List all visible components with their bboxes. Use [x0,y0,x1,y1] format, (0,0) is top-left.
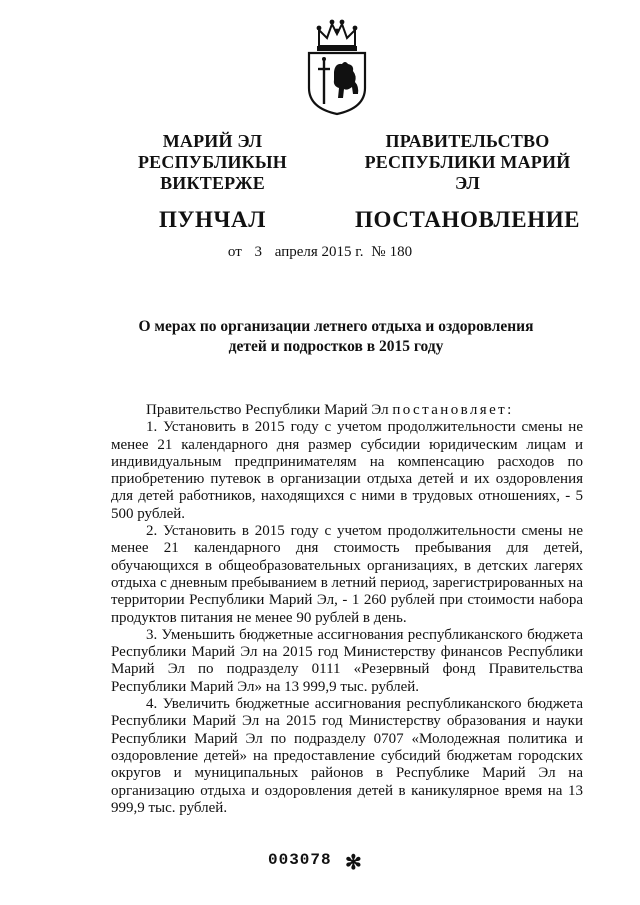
header-right [355,131,580,233]
clause-2: 2. Установить в 2015 году с учетом продолжительности смены не менее 21 календарного дня стоимость пребывания для детей, обучающихся в общеобразовательных организациях, в детских лагерях отдыха с дневным пребыванием в летний период, зарегистрированных на территории Республики Марий Эл, - 1 260 рублей при стоимости набора продуктов питания не менее 90 рублей в день. [111,523,583,626]
serial-number: 003078 [268,851,332,869]
header-left-doc-type: ПУНЧАЛ [159,207,266,232]
title-line2: детей и подростков в 2015 году [228,338,444,355]
date-day: 3 [254,244,263,260]
decree-number: 180 [389,244,413,260]
clause-3: 3. Уменьшить бюджетные ассигнования республиканского бюджета Республики Марий Эл на 2015 год Министерству финансов Республики Марий Эл по подразделу 0111 «Резервный фонд Правительства Республики Марий Эл» на 13 999,9 тыс. рублей. [111,626,583,695]
intro-decree: постановляет: [392,402,514,418]
decree-body [111,402,583,817]
clause-1: 1. Установить в 2015 году с учетом продолжительности смены не менее 21 календарного дня размер субсидии юридическим лицам и индивидуальным предпринимателям на компенсацию расходов по приобретению путевок в организации отдыха детей и их оздоровления для детей работников, находящихся с ними в трудовых отношениях, - 5 500 рублей. [111,419,583,522]
header-left-line2: ВИКТЕРЖЕ [160,173,265,193]
number-sign: № [371,244,386,260]
date-month-year: апреля 2015 г. [274,244,364,260]
title-line1: О мерах по организации летнего отдыха и оздоровления [138,318,534,335]
date-prefix: от [227,244,242,260]
clause-4: 4. Увеличить бюджетные ассигнования республиканского бюджета Республики Марий Эл на 2015 год Министерству образования и науки Республики Марий Эл по подразделу 0707 «Молодежная политика и оздоровление детей» на предоставление субсидий бюджетам городских округов и муниципальных районов в Республике Марий Эл на организацию отдыха и оздоровления детей в каникулярное время на 13 999,9 тыс. рублей. [111,696,583,816]
header-left-line1: МАРИЙ ЭЛ РЕСПУБЛИКЫН [137,131,287,172]
header-right-doc-type: ПОСТАНОВЛЕНИЕ [355,207,581,232]
decree-title [120,317,552,357]
coat-of-arms-icon [297,16,377,116]
header-right-line1: ПРАВИТЕЛЬСТВО [385,131,550,151]
header-right-line2: РЕСПУБЛИКИ МАРИЙ ЭЛ [364,152,571,193]
intro-paragraph [111,402,583,419]
asterisk-mark-icon: ✻ [345,852,362,874]
intro-lead: Правительство Республики Марий Эл [146,402,389,418]
header-left [100,131,325,233]
decree-date-line [0,244,640,261]
